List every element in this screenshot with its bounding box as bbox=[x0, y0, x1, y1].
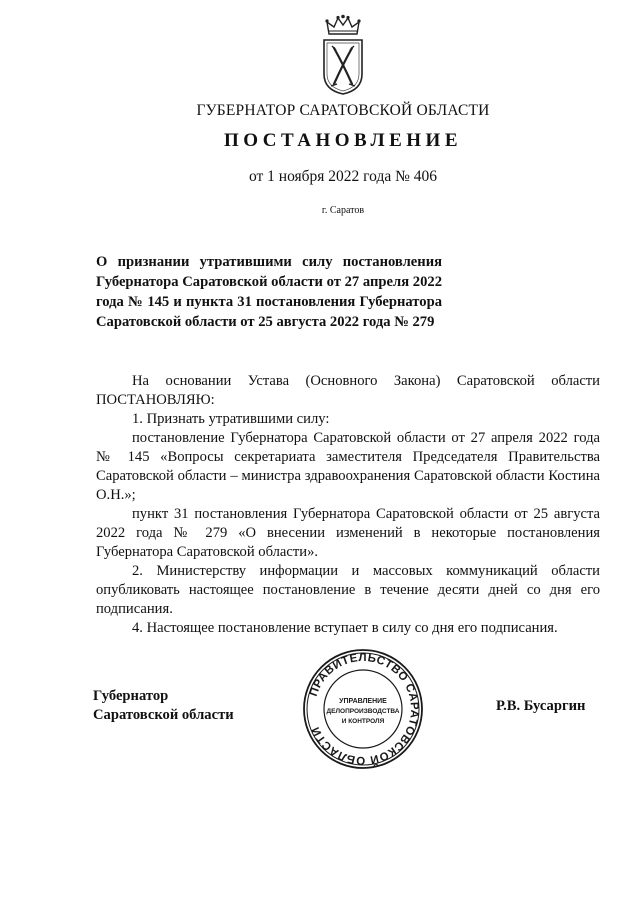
body-paragraph: 2. Министерству информации и массовых коммуникаций области опубликовать настоящее постановление в течение десяти дней со дня его подписания. bbox=[96, 563, 600, 617]
signatory-name: Р.В. Бусаргин bbox=[496, 698, 586, 714]
body-paragraph: постановление Губернатора Саратовской области от 27 апреля 2022 года № 145 «Вопросы секретариата заместителя Председателя Правительства Саратовской области – министра здравоохранения Саратовской области Костина О.Н.»; bbox=[96, 430, 600, 503]
body-paragraph: На основании Устава (Основного Закона) Саратовской области bbox=[132, 373, 600, 389]
document-body bbox=[96, 372, 600, 638]
signatory-title-line: Губернатор bbox=[93, 688, 169, 704]
body-paragraph: 1. Признать утратившими силу: bbox=[132, 411, 330, 427]
body-paragraph: 4. Настоящее постановление вступает в силу со дня его подписания. bbox=[132, 620, 558, 636]
stamp-inner-text: УПРАВЛЕНИЕ bbox=[339, 698, 387, 705]
stamp-outer-text: ПРАВИТЕЛЬСТВО САРАТОВСКОЙ ОБЛАСТИ bbox=[307, 651, 421, 767]
authority-title: ГУБЕРНАТОР САРАТОВСКОЙ ОБЛАСТИ bbox=[196, 102, 490, 119]
stamp-inner-text: ДЕЛОПРОИЗВОДСТВА bbox=[326, 708, 400, 715]
body-paragraph: пункт 31 постановления Губернатора Саратовской области от 25 августа 2022 года № 279 «О внесении изменений в некоторые постановления Губернатора Саратовской области». bbox=[96, 506, 600, 560]
saratov-coat-of-arms-icon bbox=[321, 14, 365, 96]
document-date-number: от 1 ноября 2022 года № 406 bbox=[248, 168, 438, 185]
signatory-title-line: Саратовской области bbox=[93, 707, 234, 723]
document-type: ПОСТАНОВЛЕНИЕ bbox=[223, 130, 463, 151]
document-city: г. Саратов bbox=[321, 205, 365, 216]
document-subject: О признании утратившими силу постановления Губернатора Саратовской области от 27 апреля 2022 года № 145 и пункта 31 постановления Губернатора Саратовской области от 25 августа 2022 года № 279 bbox=[96, 254, 442, 330]
official-stamp bbox=[302, 648, 424, 770]
stamp-inner-text: И КОНТРОЛЯ bbox=[341, 718, 385, 725]
signatory-title bbox=[93, 687, 234, 725]
body-paragraph: ПОСТАНОВЛЯЮ: bbox=[96, 392, 215, 408]
